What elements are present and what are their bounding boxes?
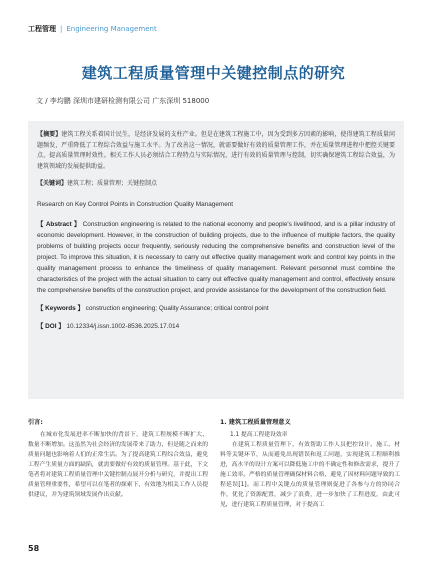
page-number: 58 — [28, 544, 40, 553]
author-line: 文 / 李均鹏 深圳市建研检测有限公司 广东深圳 518000 — [36, 97, 210, 105]
left-column — [28, 418, 208, 500]
keywords-en-label: 【 Keywords 】 — [37, 304, 84, 312]
abstract-en-label: 【 Abstract 】 — [37, 220, 81, 228]
right-column — [220, 418, 400, 510]
section-1-1-heading: 1.1 提高工程建设效率 — [230, 432, 288, 438]
section-1-1-paragraph: 在建筑工程质量管理下，有效帮助工作人员把控设计、施工、材料等关键环节，从而避免出现错误和返工问题，实现建筑工程顺利推进，高水平的设计方案可以降低施工中的不确定性和修改需求，提升了施工效率。严格的质量管理确保材料合格，避免了因材料问题导致的工程延误[1]。而工程中关键点的质量管理则促进了各参与方的协同合作，优化了资源配置，减少了浪费，进一步加快了工程进度，由此可见，进行建筑工程质量管理，对于提高工 — [220, 442, 400, 508]
section-1-heading: 1. 建筑工程质量管理意义 — [220, 419, 291, 426]
article-title: 建筑工程质量管理中关键控制点的研究 — [81, 64, 346, 82]
abstract-cn — [37, 130, 395, 172]
header-divider: | — [60, 25, 63, 33]
abstract-en-text: Construction engineering is related to the national economy and people's livelihood, and is a pillar industry of economic development. However, in the construction of building projects, due to the influence of multiple factors, the quality problems of building projects occur frequently, seriously reducing the comprehensive benefits and construction level of the project. To improve this situation, it is necessary to carry out effective quality management work and control key points in the quality management process to enhance the timeliness of quality management. Relevant personnel must combine the characteristics of the project with the actual situation to carry out effective quality management and control, effectively ensure the comprehensive benefits of the construction project, and provide assistance for the development of the construction field. — [37, 220, 395, 294]
abstract-en — [37, 219, 395, 296]
keywords-cn-text: 建筑工程；质量管理；关键控制点 — [67, 180, 158, 187]
abstract-cn-label: 【摘要】 — [37, 131, 62, 138]
keywords-en — [37, 303, 395, 314]
running-header — [28, 24, 157, 34]
intro-heading: 引言: — [28, 419, 43, 426]
keywords-cn — [37, 179, 395, 190]
keywords-en-text: construction engineering; Quality Assurance; critical control point — [85, 304, 269, 312]
doi-text: 10.12334/j.issn.1002-8536.2025.17.014 — [66, 322, 180, 330]
english-title: Research on Key Control Points in Construction Quality Management — [37, 200, 234, 208]
intro-paragraph: 在城市化发展进率不断加快的背景下，建筑工程规模不断扩大、数量不断增加。这虽然为社会经济的发展带来了助力，但是随之而来的质量问题也影响着人们的正常生活。为了提高建筑工程综合效益，避免工程产生质量方面的缺陷，就需要做好有效的质量管理。基于此，下文笔者将对建筑工程质量管理中关键控制点展开分析与研究，并提出工程质量管理重要性，希望可以在笔者的探索下，有效地为相关工作人员提供建议，并为建筑领域发展作出贡献。 — [28, 432, 208, 498]
abstract-cn-text: 建筑工程关系着国计民生，是经济发展的支柱产业。但是在建筑工程施工中，因为受到多方因素的影响，使得建筑工程质量问题频发，严重降低了工程综合效益与施工水平。为了改善这一情况，就需要做好有效的质量管理工作，并在质量管理进程中把控关键要点，提高质量管理时效性。相关工作人员必须结合工程特点与实际情况，进行有效的质量管理与控制，切实确保建筑工程综合效益，为建筑领域的发展提供助益。 — [37, 131, 395, 170]
keywords-cn-label: 【关键词】 — [37, 180, 68, 187]
doi-line — [37, 321, 395, 332]
section-label-cn: 工程管理 — [28, 25, 56, 33]
abstract-box — [28, 121, 404, 399]
doi-label: 【 DOI 】 — [37, 322, 65, 330]
section-label-en: Engineering Management — [66, 25, 157, 33]
